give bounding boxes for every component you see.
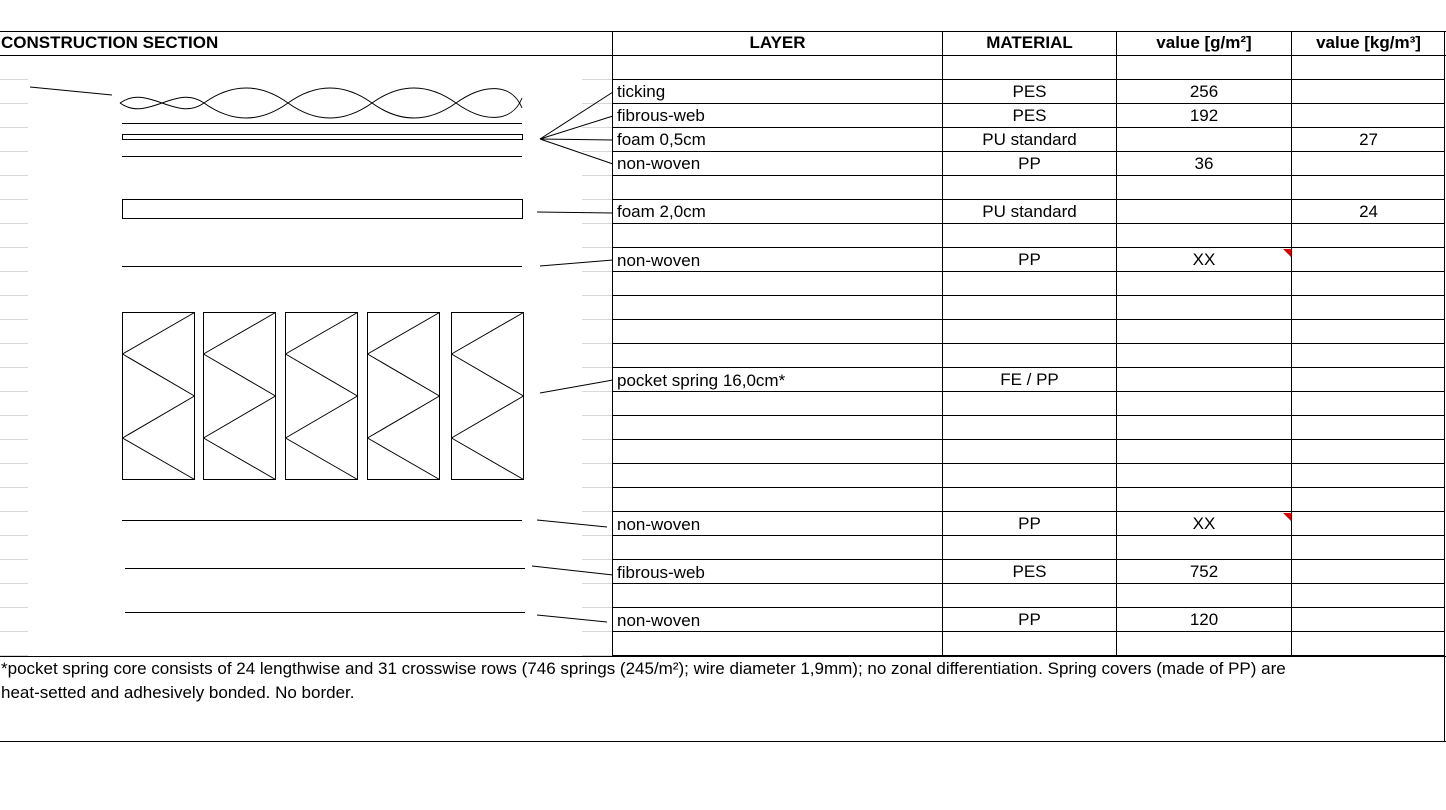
spring-coil bbox=[204, 396, 276, 438]
cell-value-kgm3[interactable]: 24 bbox=[1359, 202, 1378, 221]
spring-coil bbox=[286, 396, 358, 438]
spring-coil bbox=[204, 354, 276, 396]
spring-pocket bbox=[286, 313, 358, 480]
foam-20-rect bbox=[123, 200, 523, 219]
spring-coil bbox=[452, 313, 524, 355]
spring-coil bbox=[286, 313, 358, 355]
cell-layer[interactable]: fibrous-web bbox=[617, 563, 705, 582]
cell-value-gm2[interactable]: XX bbox=[1192, 250, 1216, 269]
cell-value-kgm3[interactable] bbox=[1292, 104, 1378, 128]
cell-value-gm2[interactable] bbox=[1117, 200, 1291, 224]
cell-value-gm2[interactable]: XX bbox=[1192, 514, 1216, 533]
leader-foam-20 bbox=[537, 212, 613, 213]
spring-coil bbox=[286, 438, 358, 480]
spring-coil bbox=[368, 396, 440, 438]
cell-layer[interactable]: ticking bbox=[617, 82, 666, 101]
cell-value-gm2[interactable]: 256 bbox=[1189, 82, 1219, 101]
spring-pocket bbox=[204, 313, 276, 480]
header-material: MATERIAL bbox=[986, 33, 1073, 52]
header-value-gm2: value [g/m²] bbox=[1156, 33, 1252, 52]
leader-ticking bbox=[540, 92, 613, 139]
spring-coil bbox=[123, 354, 195, 396]
leader-non-woven-2 bbox=[540, 260, 613, 266]
cell-value-gm2[interactable] bbox=[1117, 128, 1291, 152]
cell-material[interactable]: PP bbox=[1018, 514, 1041, 533]
cell-layer[interactable]: non-woven bbox=[617, 611, 701, 630]
spring-coil bbox=[452, 354, 524, 396]
spring-coil bbox=[204, 313, 276, 355]
cell-layer[interactable]: foam 0,5cm bbox=[617, 130, 706, 149]
leader-non-woven-4 bbox=[537, 615, 607, 622]
footnote-line-1: *pocket spring core consists of 24 lengthwise and 31 crosswise rows (746 springs (245/m²); wire diameter 1,9mm); no zonal differentiation. Spring covers (made of PP) are bbox=[1, 659, 1286, 678]
header-construction-section: CONSTRUCTION SECTION bbox=[1, 33, 219, 52]
spring-coil bbox=[368, 313, 440, 355]
spring-coil bbox=[123, 438, 195, 480]
footnote-line-2: heat-setted and adhesively bonded. No border. bbox=[1, 683, 355, 702]
spring-coil bbox=[286, 354, 358, 396]
cell-material[interactable]: PU standard bbox=[982, 130, 1077, 149]
cell-material[interactable]: PP bbox=[1018, 610, 1041, 629]
cell-value-gm2[interactable]: 192 bbox=[1189, 106, 1219, 125]
spring-pocket bbox=[452, 313, 524, 480]
cell-value-kgm3[interactable] bbox=[1292, 368, 1378, 392]
cell-value-kgm3[interactable] bbox=[1292, 608, 1378, 632]
cell-value-kgm3[interactable] bbox=[1292, 152, 1378, 176]
cell-material[interactable]: PP bbox=[1018, 250, 1041, 269]
cell-material[interactable]: PES bbox=[1012, 82, 1047, 101]
spring-coil bbox=[452, 438, 524, 480]
cell-material[interactable]: PU standard bbox=[982, 202, 1077, 221]
leader-non-woven-3 bbox=[537, 520, 607, 527]
cell-layer[interactable]: non-woven bbox=[617, 154, 701, 173]
cell-material[interactable]: PES bbox=[1012, 106, 1047, 125]
ticking-wave-2 bbox=[120, 88, 522, 118]
cell-material[interactable]: FE / PP bbox=[1000, 370, 1059, 389]
foam-05-rect bbox=[123, 135, 523, 140]
ticking-leader-line bbox=[30, 87, 112, 95]
spring-pocket bbox=[123, 313, 195, 480]
leader-foam-05 bbox=[540, 139, 613, 140]
cell-material[interactable]: PES bbox=[1012, 562, 1047, 581]
cell-value-gm2[interactable]: 36 bbox=[1194, 154, 1214, 173]
ticking-wave-1 bbox=[120, 88, 522, 118]
cell-material[interactable]: PP bbox=[1018, 154, 1041, 173]
cell-value-kgm3[interactable] bbox=[1292, 248, 1378, 272]
cell-value-kgm3[interactable] bbox=[1292, 512, 1378, 536]
cell-layer[interactable]: fibrous-web bbox=[617, 106, 705, 125]
spring-coil bbox=[123, 313, 195, 355]
leader-fibrous-web-2 bbox=[532, 566, 613, 575]
cell-value-gm2[interactable] bbox=[1117, 368, 1291, 392]
cell-value-kgm3[interactable] bbox=[1292, 560, 1378, 584]
pocket-springs bbox=[123, 313, 524, 480]
cell-value-kgm3[interactable] bbox=[1292, 80, 1378, 104]
spring-coil bbox=[368, 438, 440, 480]
header-value-kgm3: value [kg/m³] bbox=[1316, 33, 1421, 52]
spring-pocket bbox=[368, 313, 440, 480]
spring-coil bbox=[123, 396, 195, 438]
header-layer: LAYER bbox=[749, 33, 806, 52]
cell-layer[interactable]: pocket spring 16,0cm* bbox=[617, 371, 786, 390]
spring-coil bbox=[204, 438, 276, 480]
faint-gridlines bbox=[0, 80, 612, 656]
cell-layer[interactable]: foam 2,0cm bbox=[617, 202, 706, 221]
spring-coil bbox=[452, 396, 524, 438]
cell-layer[interactable]: non-woven bbox=[617, 515, 701, 534]
construction-drawing bbox=[30, 87, 613, 622]
cell-value-gm2[interactable]: 120 bbox=[1189, 610, 1219, 629]
cell-layer[interactable]: non-woven bbox=[617, 251, 701, 270]
cell-value-gm2[interactable]: 752 bbox=[1189, 562, 1219, 581]
cell-value-kgm3[interactable]: 27 bbox=[1359, 130, 1378, 149]
spring-coil bbox=[368, 354, 440, 396]
